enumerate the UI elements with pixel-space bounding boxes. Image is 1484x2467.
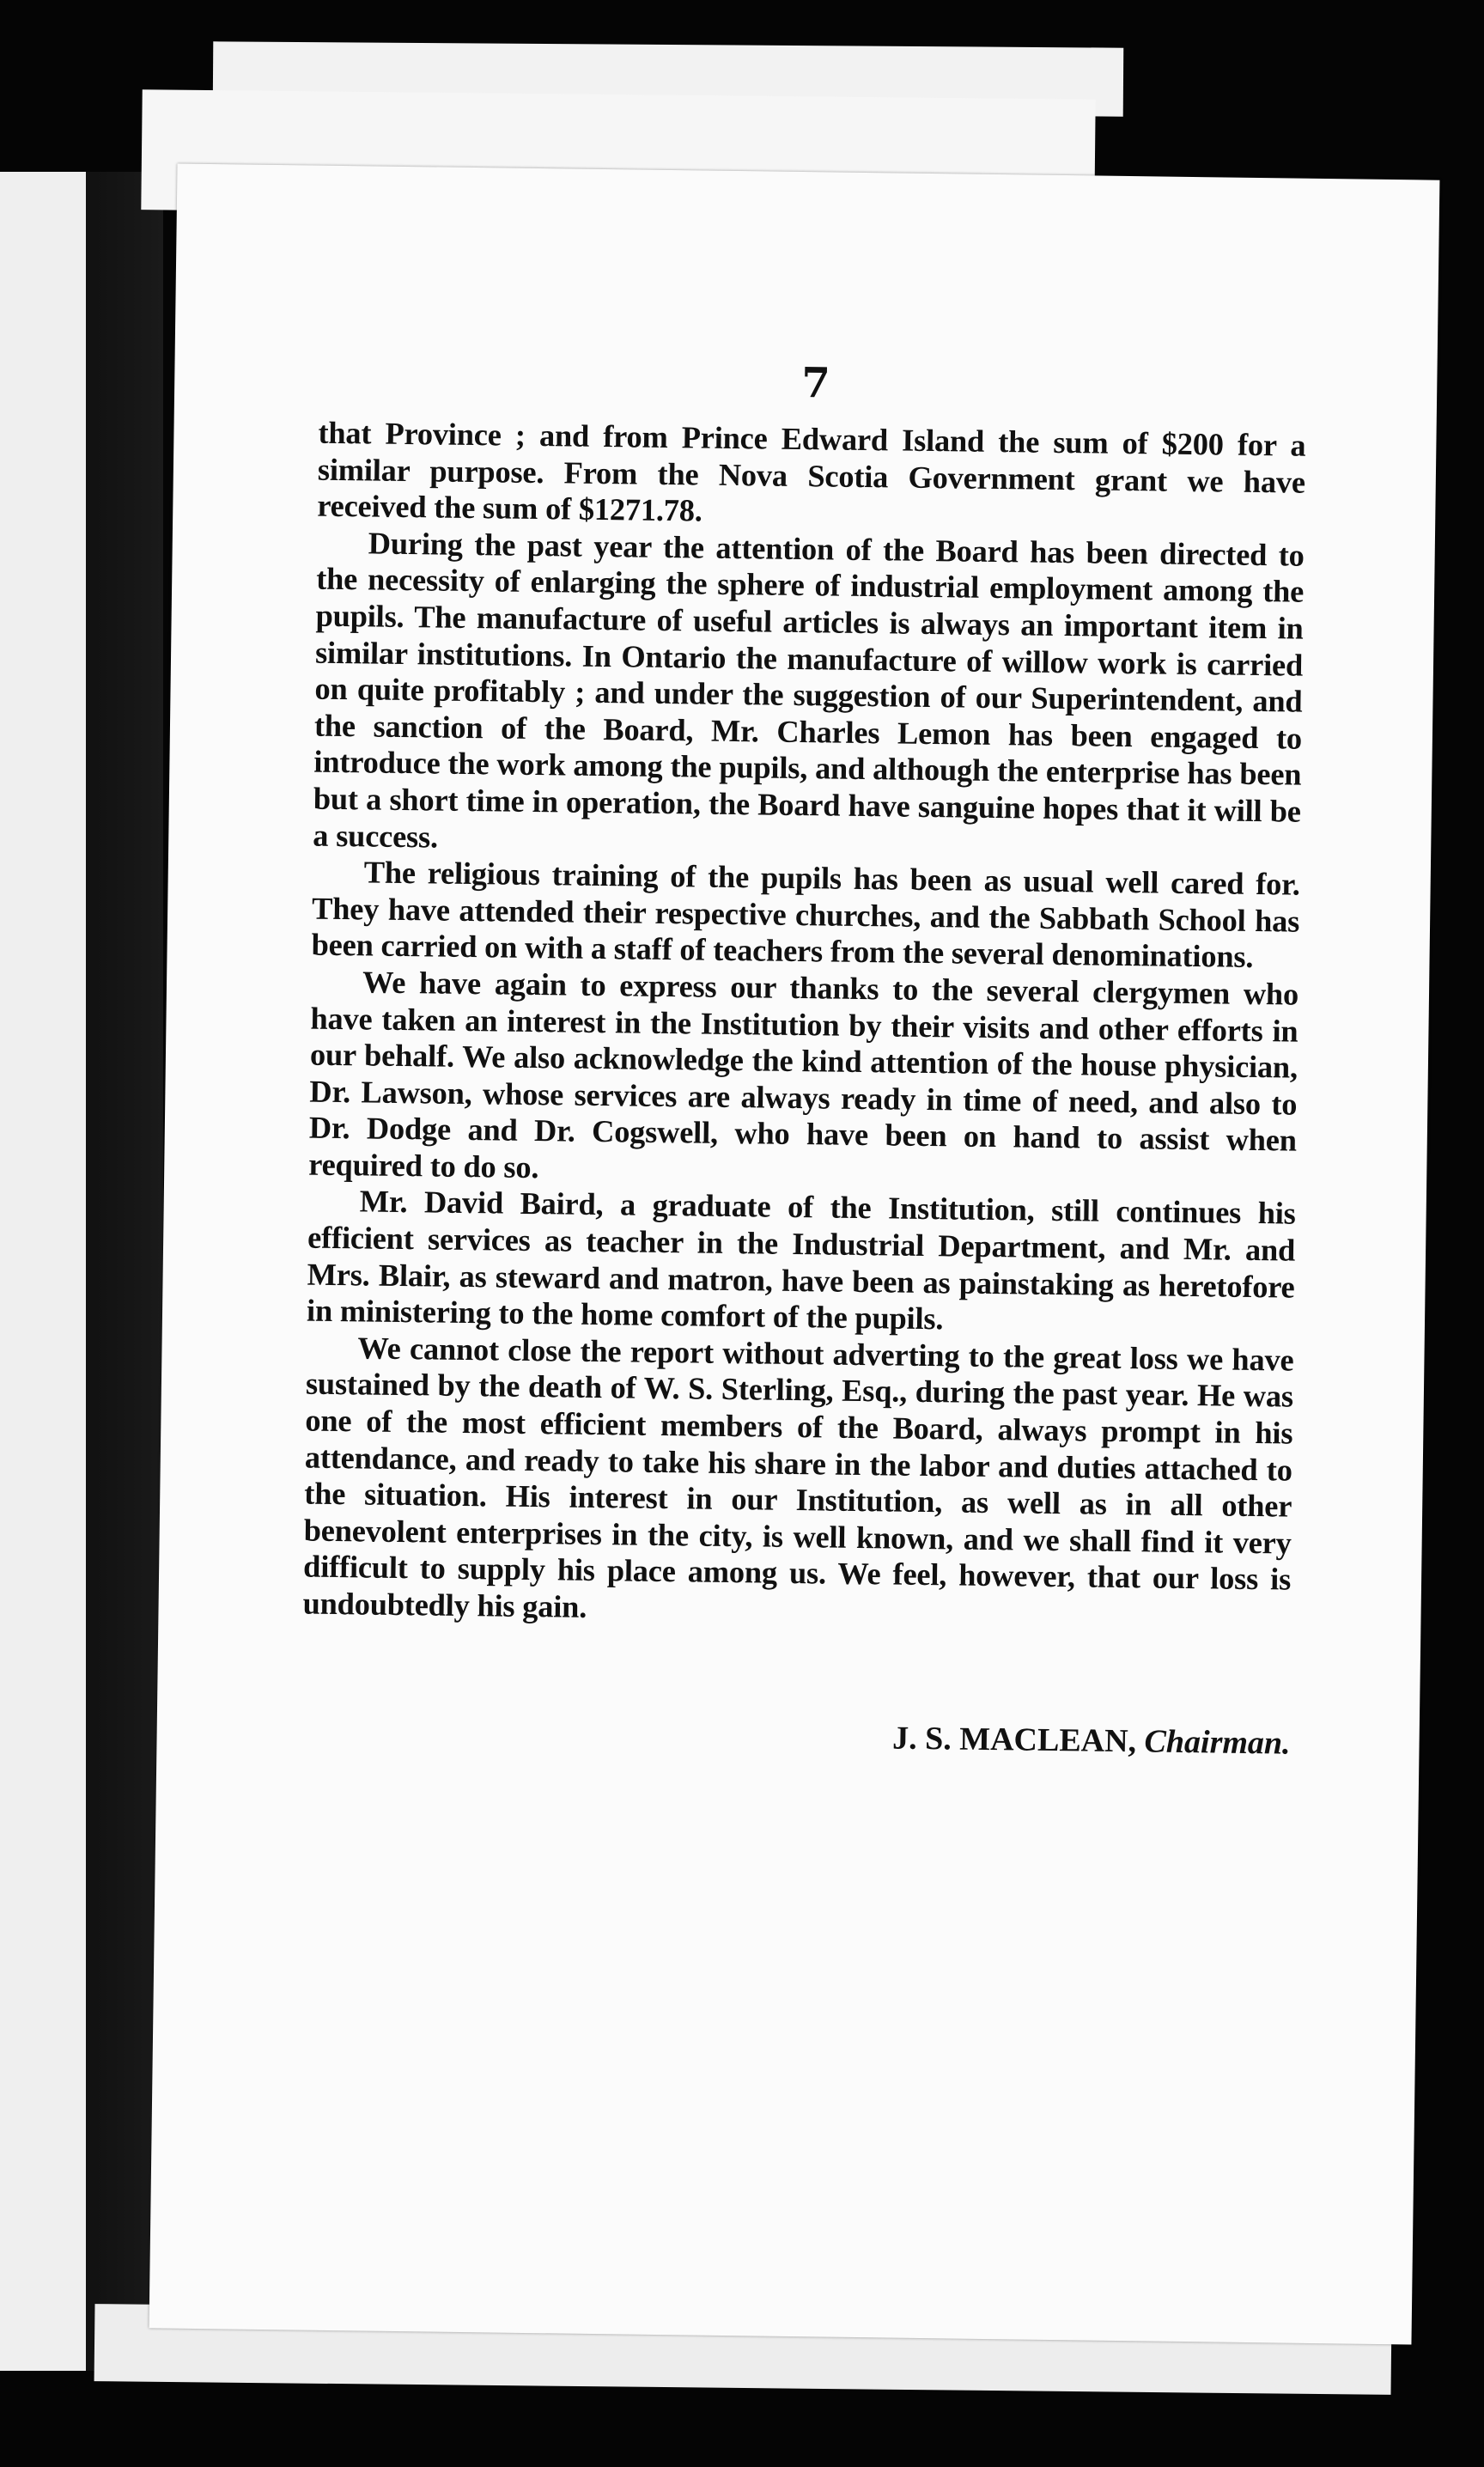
paragraph-6: We cannot close the report without adverting to the great loss we have sustained by the death of W. S. Sterling, Esq., during the past year. He was one of the most efficient members of the Board, always prompt in his attendance, and ready to take his share in the labor and duties attached to the situation. His interest in our Institution, as well as in all other benevolent enterprises in the city, is well known, and we shall find it very difficult to supply his place among us. We feel, however, that our loss is undoubtedly his gain. [302,1331,1294,1624]
paragraph-4: We have again to express our thanks to the several clergymen who have taken an interest in the Institution by their visits and other efforts in our behalf. We also acknowledge the kind attention of the house physician, Dr. Lawson, whose services are always ready in time of need, and also to Dr. Dodge and Dr. Cogswell, who have been on hand to assist when required to do so. [308,965,1299,1185]
document-page [149,163,1440,2344]
reverse-side-show-through [267,1780,1306,1830]
signature-name: J. S. MACLEAN, [891,1720,1137,1760]
paragraph-3: The religious training of the pupils has been as usual well cared for. They have attended their respective churches, and the Sabbath School has been carried on with a staff of teachers from the several denominations. [311,855,1300,975]
paragraph-1: that Province ; and from Prince Edward Island the sum of $200 for a similar purpose. From the Nova Scotia Government grant we have received the sum of $1271.78. [317,415,1306,528]
binding-shadow [86,172,163,2371]
adjacent-page-edge [0,172,86,2371]
paragraph-5: Mr. David Baird, a graduate of the Institution, still continues his efficient services as teacher in the Industrial Department, and Mr. and Mrs. Blair, as steward and matron, have been as painstaking as heretofore in ministering to the home comfort of the pupils. [306,1184,1296,1337]
signature-title: Chairman. [1144,1723,1291,1762]
page-number: 7 [800,359,831,408]
body-text [302,415,1305,1636]
paragraph-2: During the past year the attention of the Board has been directed to the necessity of enlarging the sphere of industrial employment among the pupils. The manufacture of useful articles is always an important item in similar institutions. In Ontario the manufacture of willow work is carried on quite profitably ; and under the suggestion of our Superintendent, and the sanction of the Board, Mr. Charles Lemon has been engaged to introduce the work among the pupils, and although the enterprise has been but a short time in operation, the Board have sanguine hopes that it will be a success. [313,526,1305,855]
signature-line [775,1718,1291,1763]
